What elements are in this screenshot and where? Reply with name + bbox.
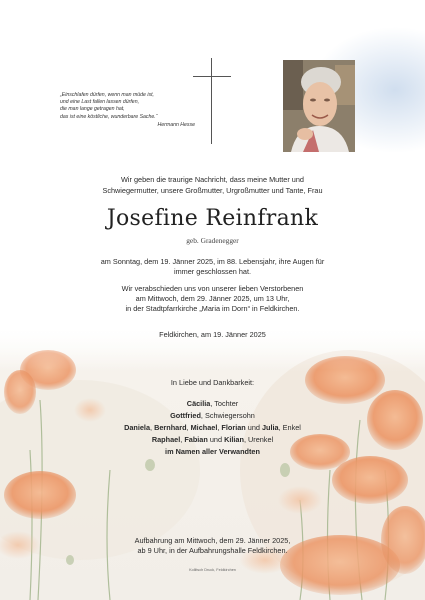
poem-quote bbox=[60, 92, 195, 129]
mourner-row: Cäcilia, Tochter bbox=[186, 399, 239, 408]
printer-credit: Kollitsch Druck, Feldkirchen bbox=[189, 568, 236, 572]
farewell-service: Wir verabschieden uns von unserer lieben Verstorbenen am Mittwoch, dem 29. Jänner 2025, um 13 Uhr, in der Stadtpfarrkirche „Maria im Dorn“ in Feldkirchen. bbox=[121, 284, 304, 313]
poem-line: und eine Last fallen lassen dürfen, bbox=[60, 99, 140, 106]
death-notice: am Sonntag, dem 19. Jänner 2025, im 88. Lebensjahr, ihre Augen für immer geschlossen hat. bbox=[100, 257, 325, 276]
poem-line: die man lange getragen hat, bbox=[60, 106, 125, 113]
mourning-intro: In Liebe und Dankbarkeit: bbox=[170, 378, 255, 387]
mourner-row: Daniela, Bernhard, Michael, Florian und Julia, Enkel bbox=[124, 423, 301, 432]
poem-author: Hermann Hesse bbox=[157, 121, 195, 128]
deceased-name: Josefine Reinfrank bbox=[106, 206, 319, 231]
funeral-viewing: Aufbahrung am Mittwoch, dem 29. Jänner 2025, ab 9 Uhr, in der Aufbahrungshalle Feldkirchen. bbox=[134, 536, 291, 555]
mourner-row: Gottfried, Schwiegersohn bbox=[170, 411, 255, 420]
mourners-list bbox=[0, 398, 425, 458]
birth-name: geb. Gradenegger bbox=[186, 236, 239, 245]
poem-line: „Einschlafen dürfen, wenn man müde ist, bbox=[60, 92, 155, 98]
announcement-intro: Wir geben die traurige Nachricht, dass meine Mutter und Schwiegermutter, unsere Großmutter, Urgroßmutter und Tante, Frau bbox=[102, 175, 323, 195]
place-date: Feldkirchen, am 19. Jänner 2025 bbox=[159, 330, 266, 339]
poem-line: das ist eine köstliche, wunderbare Sache.“ bbox=[60, 113, 158, 120]
portrait-photo bbox=[283, 60, 355, 152]
mourner-row: im Namen aller Verwandten bbox=[165, 447, 260, 456]
mourner-row: Raphael, Fabian und Kilian, Urenkel bbox=[151, 435, 274, 444]
